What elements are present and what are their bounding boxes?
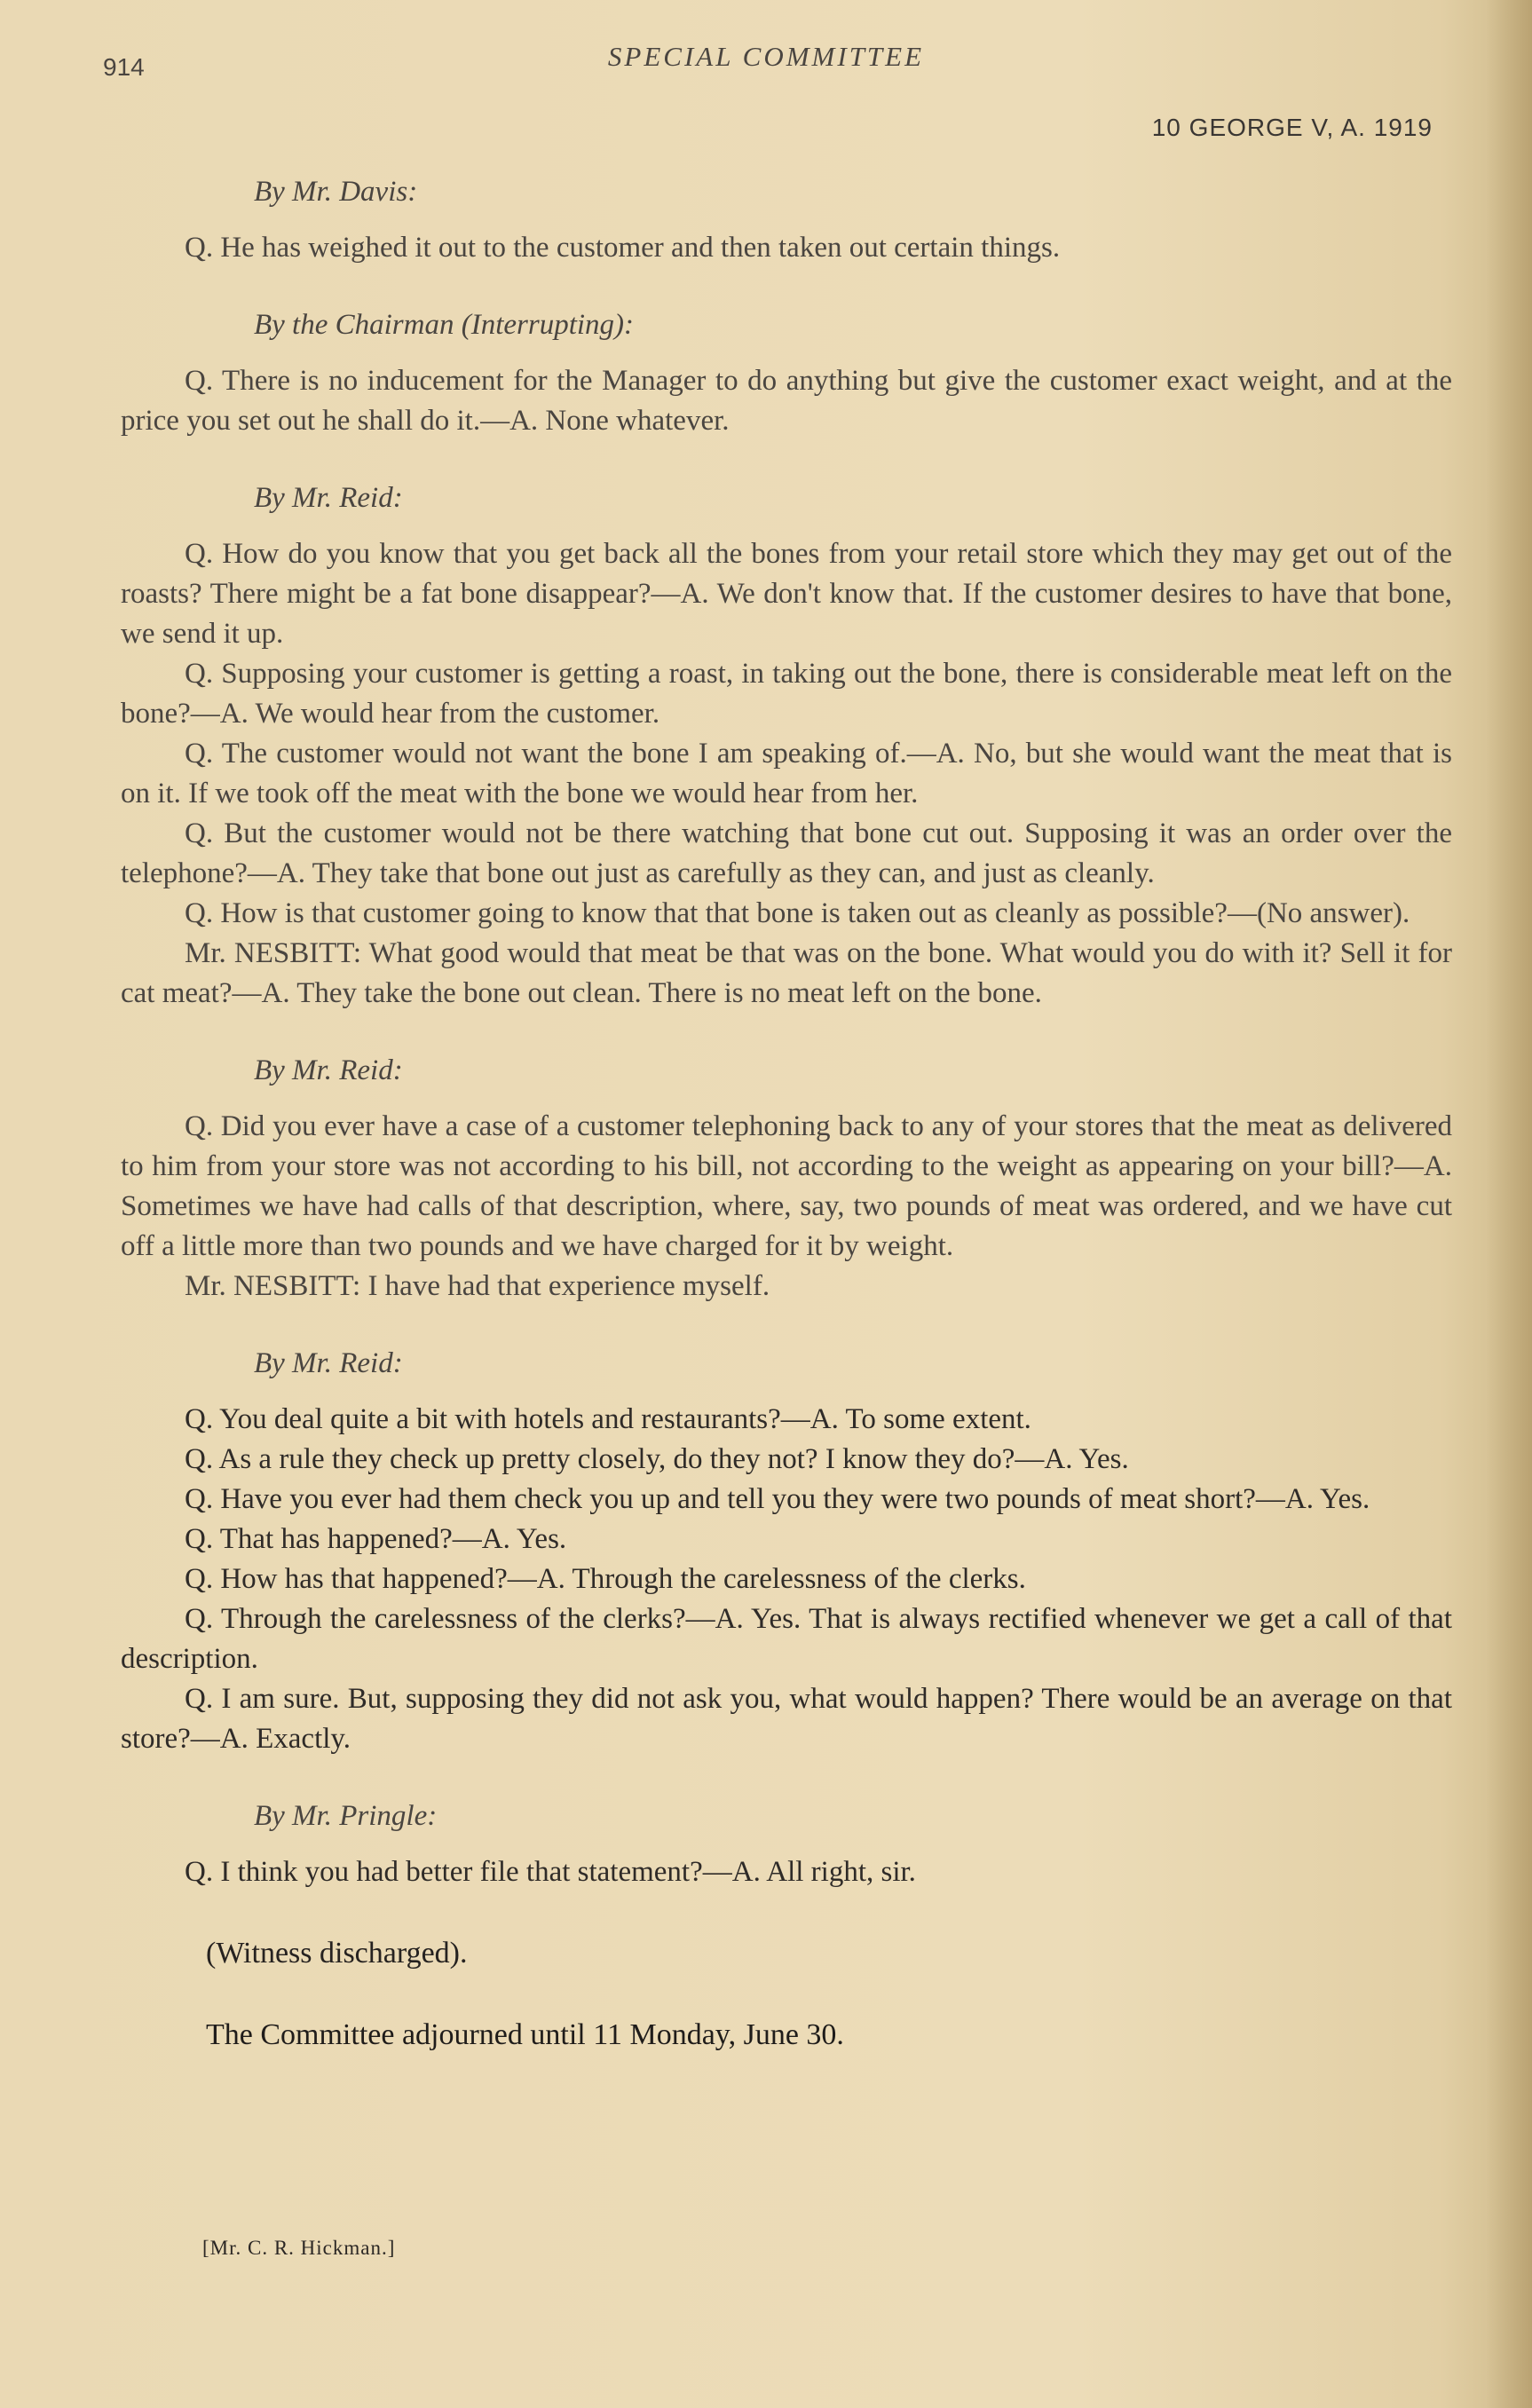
section-gap: [121, 1974, 1452, 2015]
paragraph: Q. How has that happened?—A. Through the carelessness of the clerks.: [185, 1563, 1026, 1595]
speaker-heading: By Mr. Reid:: [254, 482, 403, 514]
adjournment-line: The Committee adjourned until 11 Monday, June 30.: [206, 2018, 844, 2051]
paragraph: Q. The customer would not want the bone I am speaking of.—A. No, but she would want the meat that is on it. If we took off the meat with the bone we would hear from her.: [121, 738, 1452, 809]
section-gap: [121, 1014, 1452, 1054]
paragraph: Q. Through the carelessness of the clerks?—A. Yes. That is always rectified whenever we get a call of that description.: [121, 1603, 1452, 1675]
speaker-heading: By Mr. Reid:: [254, 1347, 403, 1379]
exchange-section: [121, 309, 1452, 441]
paragraph: Q. Have you ever had them check you up and tell you they were two pounds of meat short?—A. Yes.: [185, 1483, 1370, 1515]
exchange-section: [121, 482, 1452, 1014]
section-gap: [121, 441, 1452, 482]
section-gap: [121, 1759, 1452, 1800]
paragraph: Mr. NESBITT: I have had that experience myself.: [185, 1270, 770, 1302]
paragraph: Q. How do you know that you get back all the bones from your retail store which they may get out of the roasts? There might be a fat bone disappear?—A. We don't know that. If the customer desires to have that bone, we send it up.: [121, 538, 1452, 650]
witness-footer: [Mr. C. R. Hickman.]: [202, 2237, 396, 2259]
paragraph: Q. He has weighed it out to the customer and then taken out certain things.: [185, 232, 1061, 264]
running-head: SPECIAL COMMITTEE: [607, 41, 925, 72]
exchange-section: [121, 176, 1452, 268]
speaker-heading: By Mr. Pringle:: [254, 1800, 438, 1832]
paragraph: Q. There is no inducement for the Manager to do anything but give the customer exact weight, and at the price you set out he shall do it.—A. None whatever.: [121, 365, 1452, 437]
paragraph: Q. That has happened?—A. Yes.: [185, 1523, 567, 1555]
section-gap: [121, 1892, 1452, 1933]
session-heading: 10 GEORGE V, A. 1919: [1151, 114, 1433, 141]
witness-discharged-note: (Witness discharged).: [206, 1937, 468, 1970]
exchange-section: [121, 1800, 1452, 1892]
paragraph: Q. I am sure. But, supposing they did not ask you, what would happen? There would be an average on that store?—A. Exactly.: [121, 1683, 1452, 1755]
paragraph: Q. But the customer would not be there watching that bone cut out. Supposing it was an order over the telephone?—A. They take that bone out just as carefully as they can, and just as cleanly.: [121, 817, 1452, 889]
exchange-section: [121, 1347, 1452, 1759]
speaker-heading: By the Chairman (Interrupting):: [254, 309, 635, 341]
speaker-heading: By Mr. Davis:: [254, 176, 418, 208]
paragraph: Q. I think you had better file that statement?—A. All right, sir.: [185, 1856, 916, 1888]
section-gap: [121, 268, 1452, 309]
page-number: 914: [103, 53, 145, 81]
section-gap: [121, 1307, 1452, 1347]
paragraph: Mr. NESBITT: What good would that meat be that was on the bone. What would you do with it? Sell it for cat meat?—A. They take the bone out clean. There is no meat left on the bone.: [121, 937, 1452, 1009]
speaker-heading: By Mr. Reid:: [254, 1054, 403, 1086]
paragraph: Q. As a rule they check up pretty closely, do they not? I know they do?—A. Yes.: [185, 1443, 1129, 1475]
exchange-section: [121, 1054, 1452, 1307]
paragraph: Q. You deal quite a bit with hotels and restaurants?—A. To some extent.: [185, 1403, 1031, 1435]
page-gutter-shadow: [1486, 0, 1532, 2408]
transcript-body: [121, 176, 1452, 2056]
paragraph: Q. Supposing your customer is getting a roast, in taking out the bone, there is considerable meat left on the bone?—A. We would hear from the customer.: [121, 658, 1452, 730]
paragraph: Q. How is that customer going to know that that bone is taken out as cleanly as possible?—(No answer).: [185, 897, 1410, 929]
paragraph: Q. Did you ever have a case of a customer telephoning back to any of your stores that the meat as delivered to him from your store was not according to his bill, not according to the weight as appearing on your bill?—A. Sometimes we have had calls of that description, where, say, two pounds of meat was ordered, and we have cut off a little more than two pounds and we have charged for it by weight.: [121, 1110, 1452, 1262]
